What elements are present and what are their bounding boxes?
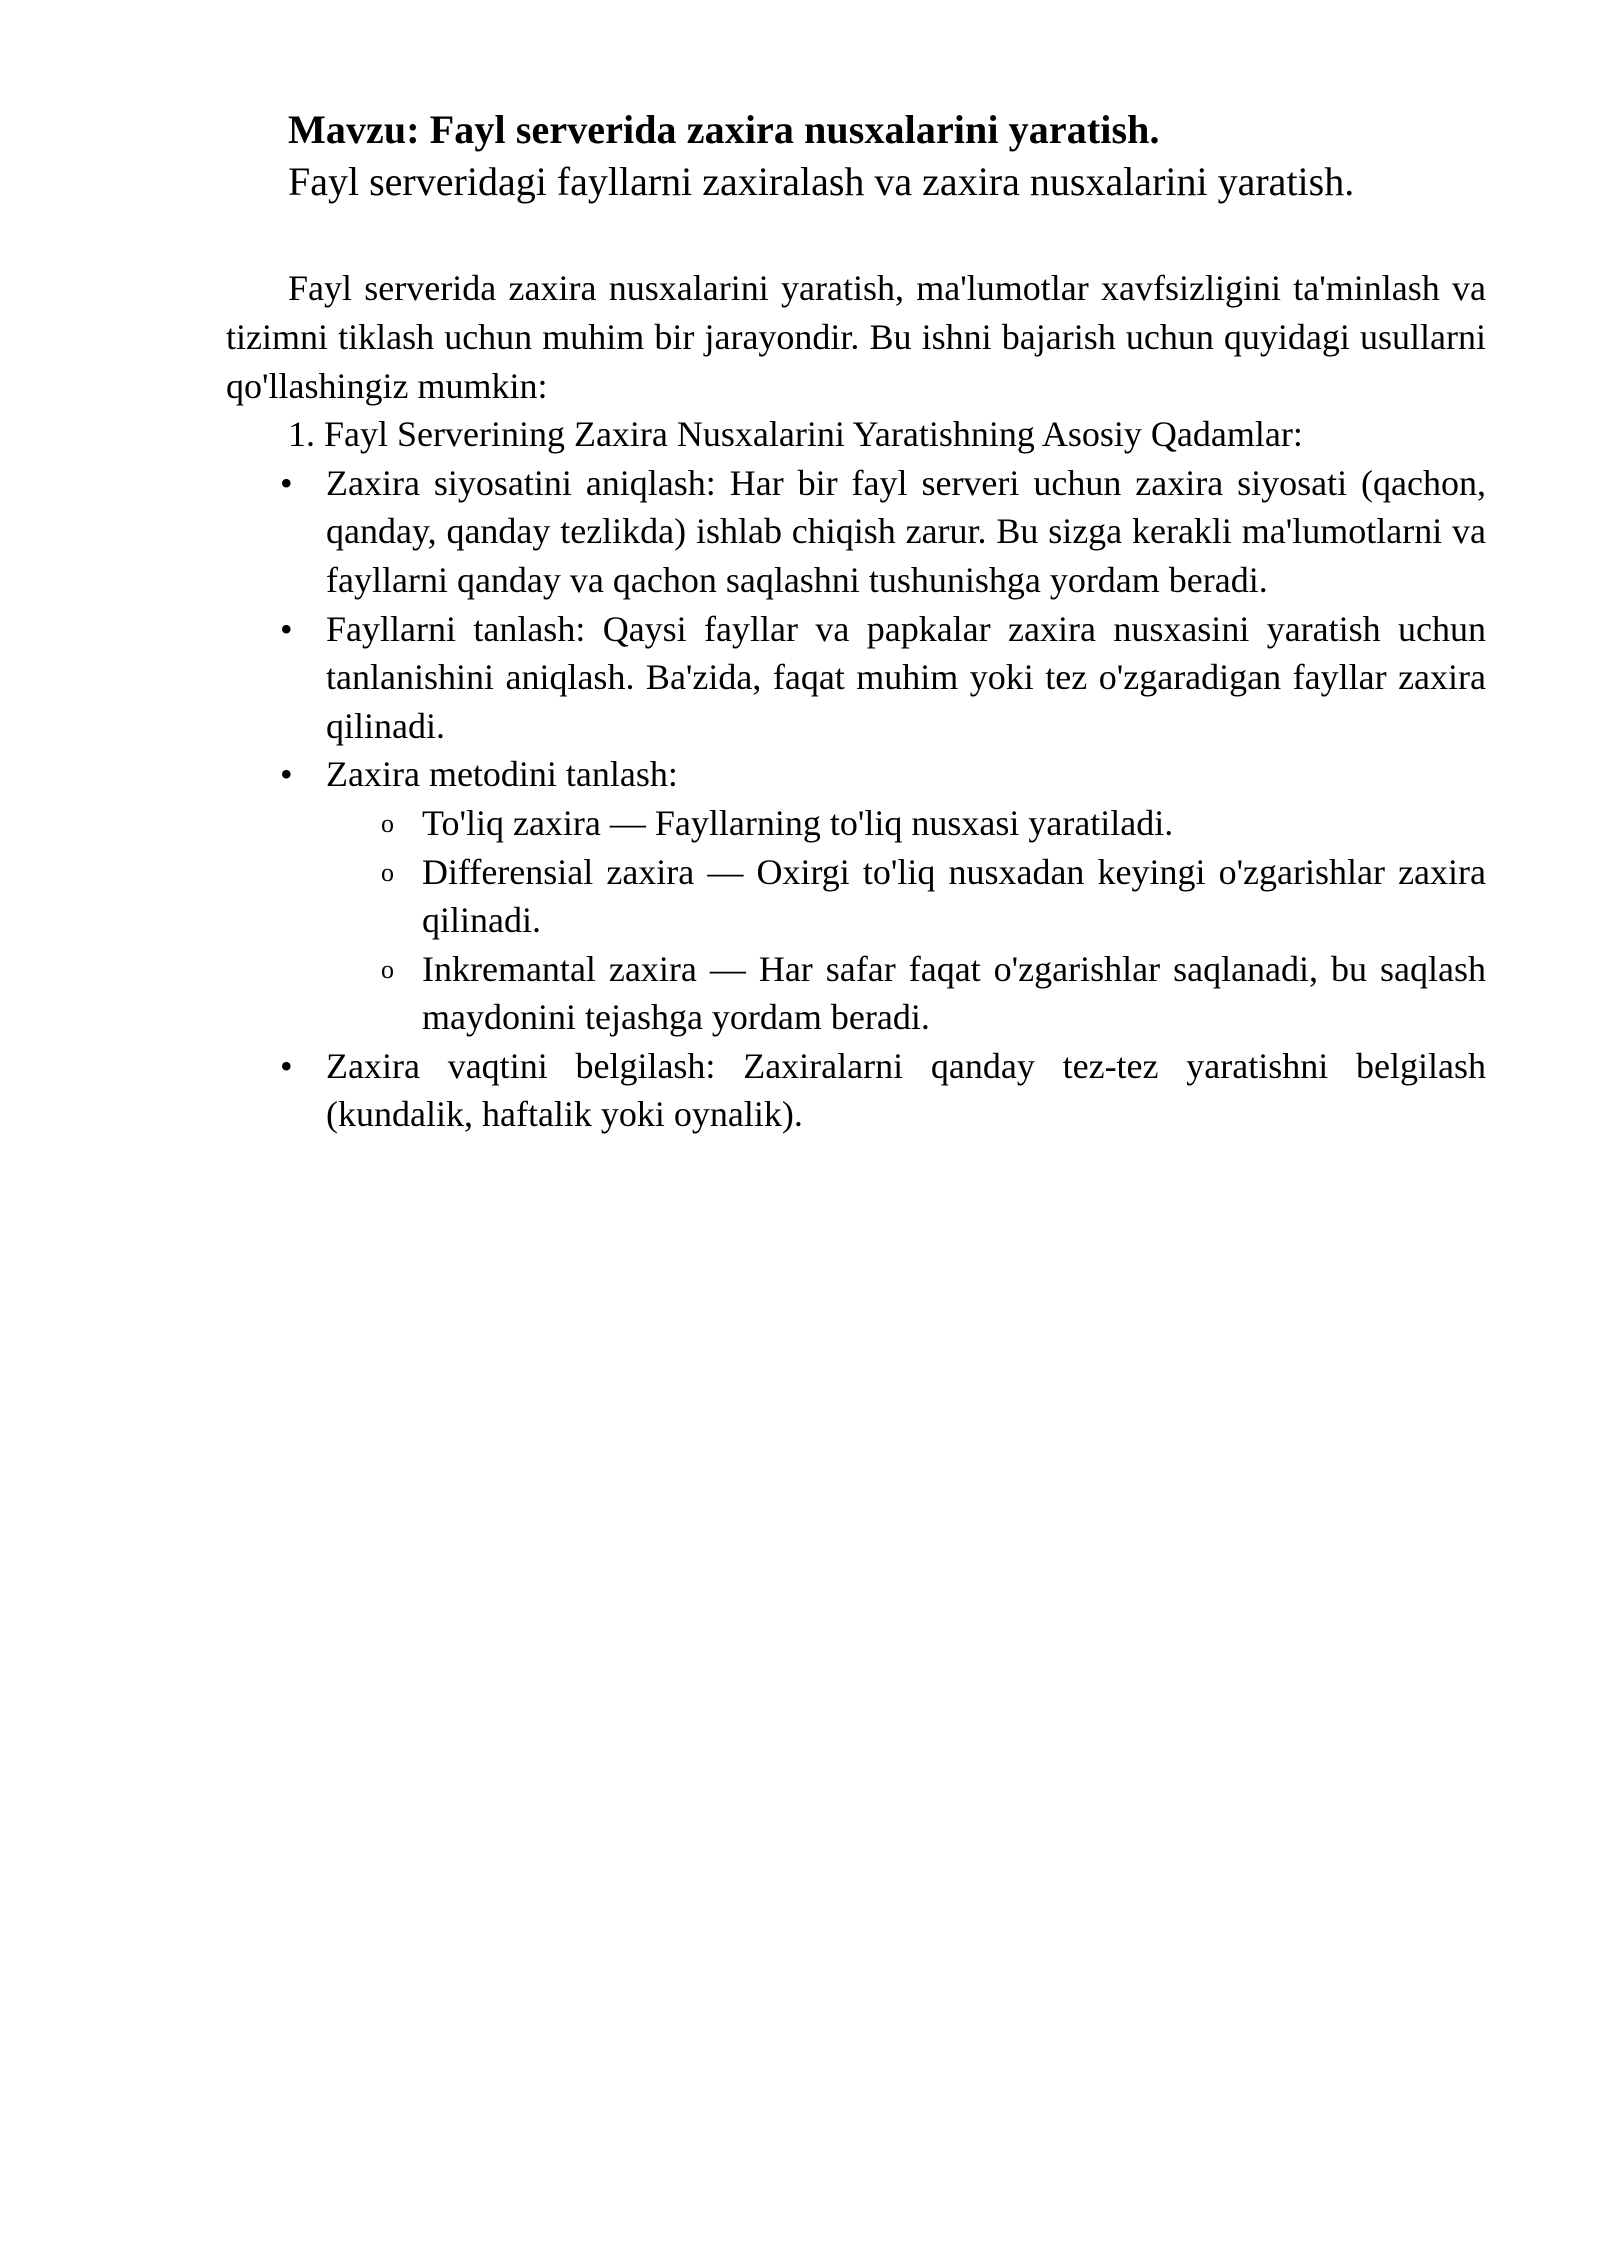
list-item-text: Fayllarni tanlash: Qaysi fayllar va papkalar zaxira nusxasini yaratish uchun tanlanishini aniqlash. Ba'zida, faqat muhim yoki tez o'zgaradigan fayllar zaxira qilinadi.: [326, 608, 1486, 746]
bullet-icon: •: [280, 754, 293, 795]
list-item: [226, 750, 1486, 799]
circle-bullet-icon: o: [381, 954, 394, 984]
bullet-icon: •: [280, 608, 293, 649]
list-item: [226, 1042, 1486, 1139]
list-item-text: Zaxira siyosatini aniqlash: Har bir fayl serveri uchun zaxira siyosati (qachon, qanday, qanday tezlikda) ishlab chiqish zarur. Bu sizga kerakli ma'lumotlarni va fayllarni qanday va qachon saqlashni tushunishga yordam beradi.: [326, 462, 1486, 600]
bullet-icon: •: [280, 462, 293, 503]
list-item-text: To'liq zaxira — Fayllarning to'liq nusxasi yaratiladi.: [422, 802, 1174, 843]
document-title: Mavzu: Fayl serverida zaxira nusxalarini yaratish.: [288, 107, 1160, 152]
paragraph-spacer: [226, 208, 1486, 264]
circle-bullet-icon: o: [381, 857, 394, 887]
list-item-text: Inkremantal zaxira — Har safar faqat o'zgarishlar saqlanadi, bu saqlash maydonini tejashga yordam beradi.: [422, 948, 1486, 1038]
backup-method-sublist: [226, 799, 1486, 1042]
list-item-text: Zaxira vaqtini belgilash: Zaxiralarni qanday tez-tez yaratishni belgilash (kundalik, haftalik yoki oynalik).: [326, 1045, 1486, 1135]
steps-list-continued: [226, 1042, 1486, 1139]
list-item: [226, 799, 1486, 848]
circle-bullet-icon: o: [381, 808, 394, 838]
list-item: [226, 459, 1486, 605]
document-subtitle: Fayl serveridagi fayllarni zaxiralash va zaxira nusxalarini yaratish.: [288, 159, 1355, 205]
list-item-text: Zaxira metodini tanlash:: [326, 754, 678, 795]
intro-paragraph: Fayl serverida zaxira nusxalarini yaratish, ma'lumotlar xavfsizligini ta'minlash va tizimni tiklash uchun muhim bir jarayondir. Bu ishni bajarish uchun quyidagi usullarni qo'llashingiz mumkin:: [226, 268, 1486, 406]
list-item: [226, 945, 1486, 1042]
section-heading: 1. Fayl Serverining Zaxira Nusxalarini Yaratishning Asosiy Qadamlar:: [288, 414, 1303, 455]
bullet-icon: •: [280, 1045, 293, 1086]
list-item-text: Differensial zaxira — Oxirgi to'liq nusxadan keyingi o'zgarishlar zaxira qilinadi.: [422, 851, 1486, 941]
list-item: [226, 848, 1486, 945]
document-body: [226, 104, 1486, 1139]
list-item: [226, 605, 1486, 751]
steps-list: [226, 459, 1486, 799]
